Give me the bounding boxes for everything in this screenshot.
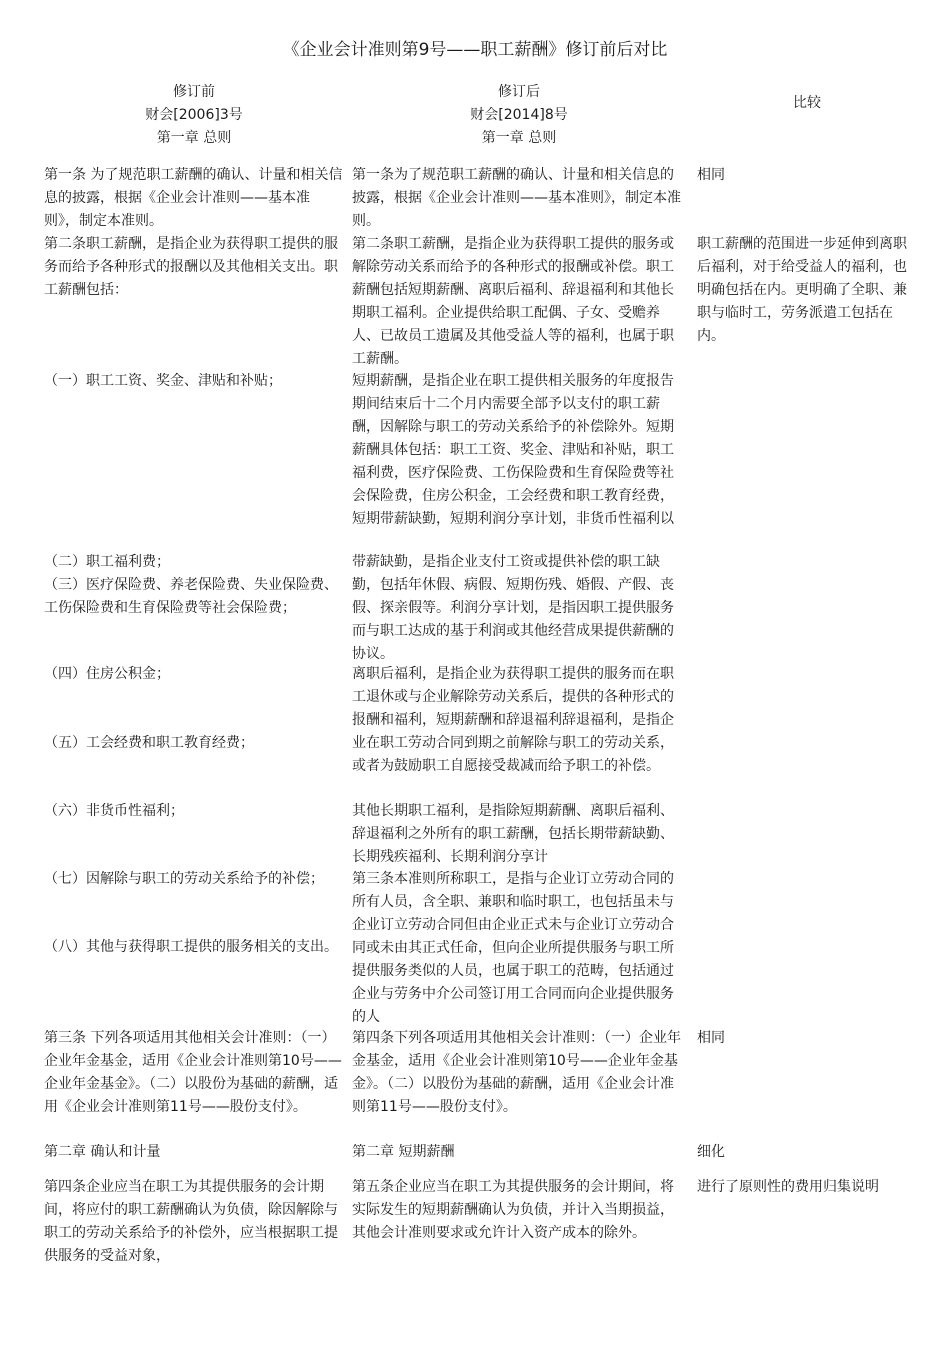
article1-after: 第一条为了规范职工薪酬的确认、计量和相关信息的披露，根据《企业会计准则——基本准则》，制定本准则。 xyxy=(352,167,681,229)
article4-compare: 进行了原则性的费用归集说明 xyxy=(697,1179,879,1195)
paid-leave-after: 带薪缺勤，是指企业支付工资或提供补偿的职工缺勤，包括年休假、病假、短期伤残、婚假、产假、丧假、探亲假等。利润分享计划，是指因职工提供服务而与职工达成的基于利润或其他经营成果提供薪酬的协议。 xyxy=(352,554,674,662)
header-before-label: 修订前 xyxy=(173,84,215,100)
article2-item5-before: （五）工会经费和职工教育经费； xyxy=(44,735,254,751)
header-after-doc-number: 财会[2014]8号 xyxy=(470,107,568,123)
other-long-term-after: 其他长期职工福利，是指除短期薪酬、离职后福利、辞退福利之外所有的职工薪酬，包括长期带薪缺勤、长期残疾福利、长期利润分享计 xyxy=(352,803,674,865)
short-term-pay-after: 短期薪酬，是指企业在职工提供相关服务的年度报告期间结束后十二个月内需要全部予以支付的职工薪酬，因解除与职工的劳动关系给予的补偿除外。短期薪酬具体包括：职工工资、奖金、津贴和补贴，职工福利费，医疗保险费、工伤保险费和生育保险费等社会保险费，住房公积金，工会经费和职工教育经费，短期带薪缺勤，短期利润分享计划，非货币性福利以 xyxy=(352,373,674,527)
article2-item8-before: （八）其他与获得职工提供的服务相关的支出。 xyxy=(44,939,338,955)
chapter2-compare: 细化 xyxy=(697,1144,725,1160)
page-title: 《企业会计准则第9号——职工薪酬》修订前后对比 xyxy=(282,40,668,60)
article2-before: 第二条职工薪酬，是指企业为获得职工提供的服务而给予各种形式的报酬以及其他相关支出。职工薪酬包括： xyxy=(44,236,338,298)
article2-compare: 职工薪酬的范围进一步延伸到离职后福利，对于给受益人的福利，也明确包括在内。更明确了全职、兼职与临时工，劳务派遣工包括在内。 xyxy=(697,236,907,344)
article2-item3-before: （三）医疗保险费、养老保险费、失业保险费、工伤保险费和生育保险费等社会保险费； xyxy=(44,577,338,616)
article4-before: 第四条企业应当在职工为其提供服务的会计期间，将应付的职工薪酬确认为负债，除因解除与职工的劳动关系给予的补偿外，应当根据职工提供服务的受益对象， xyxy=(44,1179,338,1264)
article2-item4-before: （四）住房公积金； xyxy=(44,666,170,682)
header-compare xyxy=(697,92,917,115)
article3-employee-after: 第三条本准则所称职工，是指与企业订立劳动合同的所有人员，含全职、兼职和临时职工，也包括虽未与企业订立劳动合同但由企业正式未与企业订立劳动合同或未由其正式任命，但向企业所提供服务与职工所提供服务类似的人员，也属于职工的范畴，包括通过企业与劳务中介公司签订用工合同而向企业提供服务的人 xyxy=(352,871,674,1025)
chapter2-after: 第二章 短期薪酬 xyxy=(352,1144,455,1160)
article1-before: 第一条 为了规范职工薪酬的确认、计量和相关信息的披露，根据《企业会计准则——基本准则》，制定本准则。 xyxy=(44,167,343,229)
article5-after: 第五条企业应当在职工为其提供服务的会计期间，将实际发生的短期薪酬确认为负债，并计入当期损益，其他会计准则要求或允许计入资产成本的除外。 xyxy=(352,1179,674,1241)
article2-item7-before: （七）因解除与职工的劳动关系给予的补偿； xyxy=(44,871,324,887)
post-employment-after: 离职后福利，是指企业为获得职工提供的服务而在职工退休或与企业解除劳动关系后，提供的各种形式的报酬和福利，短期薪酬和辞退福利辞退福利，是指企业在职工劳动合同到期之前解除与职工的劳动关系，或者为鼓励职工自愿接受裁减而给予职工的补偿。 xyxy=(352,666,674,774)
header-before-chapter: 第一章 总则 xyxy=(156,130,232,146)
article3-before: 第三条 下列各项适用其他相关会计准则：（一）企业年金基金，适用《企业会计准则第10号——企业年金基金》。（二）以股份为基础的薪酬，适用《企业会计准则第11号——股份支付》。 xyxy=(44,1030,342,1115)
article1-compare: 相同 xyxy=(697,167,725,183)
header-before-doc-number: 财会[2006]3号 xyxy=(145,107,243,123)
article2-item2-before: （二）职工福利费； xyxy=(44,554,170,570)
header-after-label: 修订后 xyxy=(498,84,540,100)
article2-after: 第二条职工薪酬，是指企业为获得职工提供的服务或解除劳动关系而给予的各种形式的报酬或补偿。职工薪酬包括短期薪酬、离职后福利、辞退福利和其他长期职工福利。企业提供给职工配偶、子女、受赡养人、已故员工遗属及其他受益人等的福利，也属于职工薪酬。 xyxy=(352,236,674,367)
header-after xyxy=(352,81,686,150)
article2-item6-before: （六）非货币性福利； xyxy=(44,803,184,819)
chapter2-before: 第二章 确认和计量 xyxy=(44,1144,161,1160)
article4-after: 第四条下列各项适用其他相关会计准则：（一）企业年金基金，适用《企业会计准则第10号——企业年金基金》。（二）以股份为基础的薪酬，适用《企业会计准则第11号——股份支付》。 xyxy=(352,1030,681,1115)
header-after-chapter: 第一章 总则 xyxy=(481,130,557,146)
article3-compare: 相同 xyxy=(697,1030,725,1046)
header-before xyxy=(44,81,344,150)
article2-item1-before: （一）职工工资、奖金、津贴和补贴； xyxy=(44,373,282,389)
header-compare-label: 比较 xyxy=(793,95,821,111)
